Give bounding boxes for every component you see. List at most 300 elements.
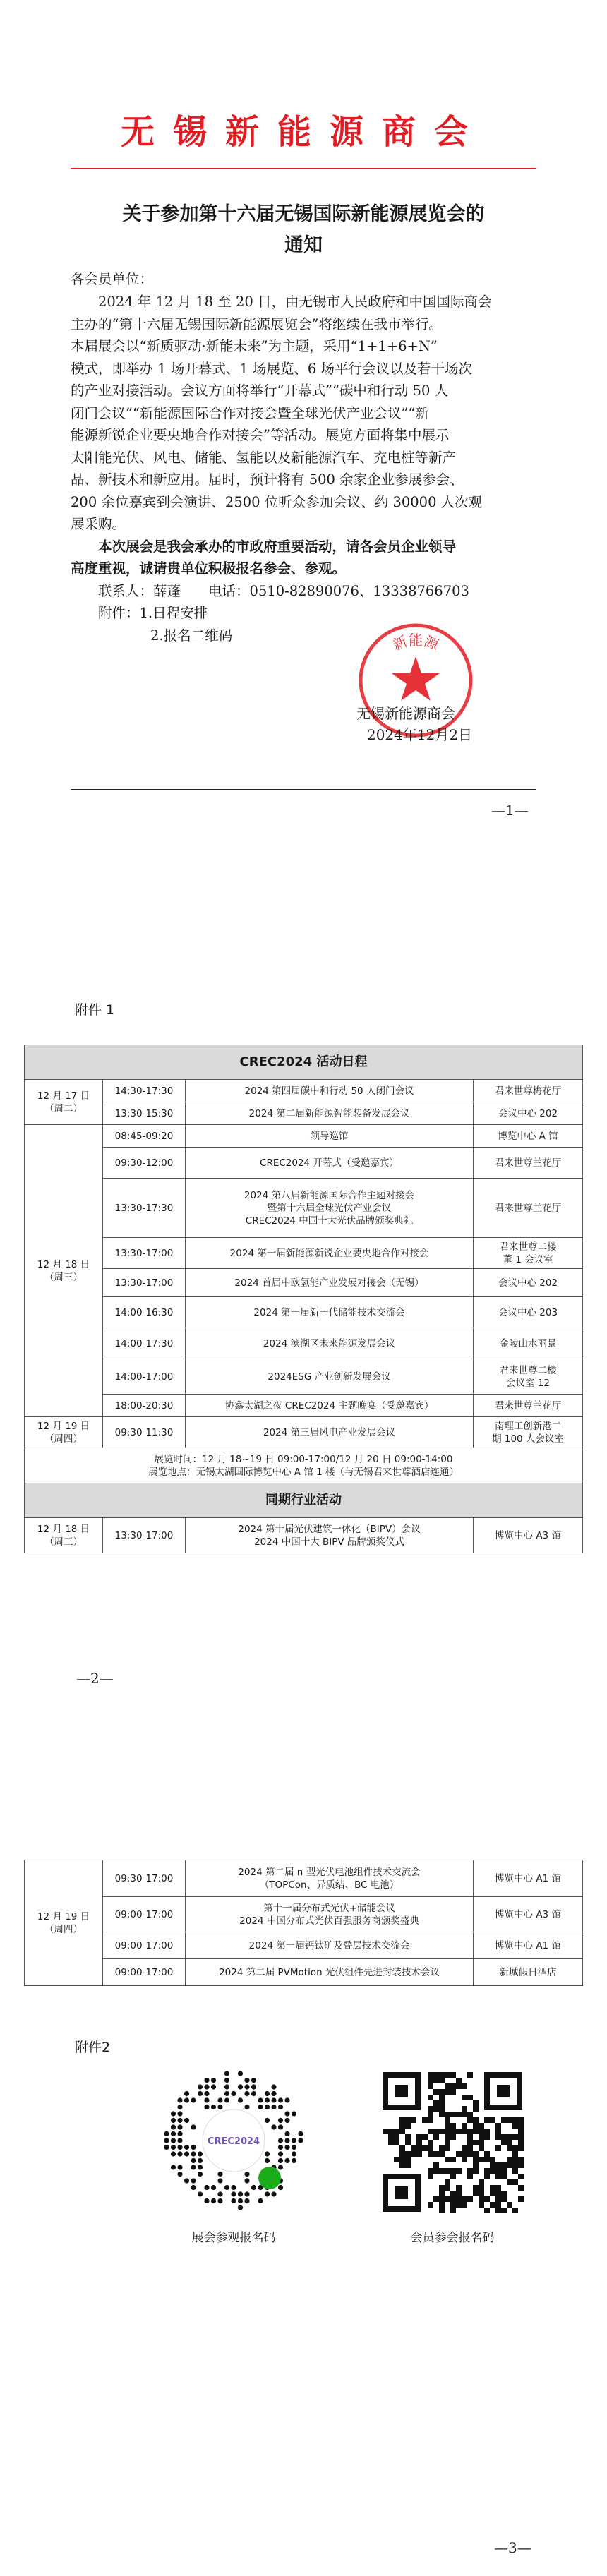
qr-dot [265,2118,270,2123]
body-line: 品、新技术和新应用。届时，预计将有 500 余家企业参展参会、 [71,471,464,488]
qr-module [450,2072,456,2078]
qr-dot [184,2178,189,2183]
qr-module [456,2196,462,2202]
qr-module [473,2123,479,2129]
qr-dot [298,2138,303,2143]
qr-module [462,2196,467,2202]
qr-dot [224,2091,229,2096]
qr-module [479,2185,484,2191]
qr-dot [177,2105,182,2109]
attachment1-label: 附件 1 [75,1002,115,1018]
member-registration-qr [378,2068,527,2216]
qr-module [456,2185,462,2191]
qr-module [428,2129,433,2134]
body-line: 模式，即举办 1 场开幕式、1 场展览、6 场平行会议以及若干场次 [71,360,473,377]
qr-module [399,2162,405,2168]
venue-cell: 博览中心 A3 馆 [474,1518,583,1553]
qr-module [462,2083,467,2089]
qr-module [394,2129,399,2134]
qr-module [518,2157,524,2162]
qr-module [439,2168,445,2174]
qr-dot [251,2091,256,2096]
attachment2-label: 附件2 [75,2040,111,2055]
qr-dot [298,2131,303,2136]
qr-module [479,2134,484,2140]
time-cell: 13:30-17:00 [103,1238,186,1269]
qr-module [456,2078,462,2083]
qr-dot [292,2138,296,2143]
qr-module [490,2185,495,2191]
qr-module [450,2196,456,2202]
page-number-2: —2— [76,1670,114,1687]
qr-dot [177,2124,182,2129]
qr-dot [204,2105,209,2109]
qr-dot [238,2097,243,2102]
qr-module [450,2191,456,2196]
qr-module [490,2168,495,2174]
weekday-text: （周四） [44,1433,83,1445]
qr-dot [204,2091,209,2096]
date-cell [25,1080,103,1125]
qr-dot [292,2111,296,2116]
qr-module [439,2095,445,2100]
qr-module [433,2078,439,2083]
qr-module [450,2112,456,2117]
qr-module [495,2162,501,2168]
venue-cell: 博览中心 A3 馆 [474,1897,583,1932]
qr-module [495,2134,501,2140]
time-cell: 13:30-17:00 [103,1518,186,1553]
qr-module [462,2157,467,2162]
qr-module [428,2106,433,2112]
qr-dot [177,2111,182,2116]
qr-center-text: CREC2024 [207,2136,260,2147]
qr-module [501,2162,507,2168]
time-cell: 09:30-17:00 [103,1860,186,1897]
event-cell: 2024ESG 产业创新发展会议 [186,1359,474,1395]
qr-module [501,2140,507,2145]
qr-dot [278,2118,283,2123]
qr-module [512,2162,518,2168]
qr-module [507,2157,512,2162]
qr-dot [184,2145,189,2150]
qr-dot [204,2078,209,2083]
qr-module [456,2168,462,2174]
qr-module [416,2140,422,2145]
venue-cell: 君来世尊梅花厅 [474,1080,583,1102]
qr-module [428,2095,433,2100]
time-cell: 09:00-17:00 [103,1959,186,1986]
qr-module [467,2129,473,2134]
qr-module [428,2078,433,2083]
exhibition-info [25,1448,583,1483]
qr-dot [217,2198,222,2203]
qr-module [428,2117,433,2123]
qr-module [405,2134,411,2140]
qr-dot [217,2191,222,2196]
qr-module [450,2089,456,2095]
qr-module [495,2174,501,2179]
qr-dot [217,2178,222,2183]
qr-dot [177,2131,182,2136]
venue-cell: 博览中心 A 馆 [474,1125,583,1148]
qr-module [439,2078,445,2083]
qr-module [518,2129,524,2134]
venue-cell: 南理工创新港二 期 100 人会议室 [474,1417,583,1448]
qr-module [445,2196,450,2202]
qr-module [512,2179,518,2185]
qr-dot [284,2158,289,2163]
venue-cell: 会议中心 202 [474,1269,583,1297]
qr-module [484,2134,490,2140]
qr-dot [217,2105,222,2109]
event-cell: 2024 第一届钙钛矿及叠层技术交流会 [186,1932,474,1959]
qr-module [439,2185,445,2191]
notice-title-line1: 关于参加第十六届无锡国际新能源展览会的 [122,203,485,225]
qr-dot [191,2097,196,2102]
qr-module [518,2134,524,2140]
qr-module [439,2202,445,2208]
qr-dot [231,2191,236,2196]
qr-dot [171,2145,176,2150]
qr-module [467,2095,473,2100]
emphasis-line: 高度重视，诚请贵单位积极报名参会、参观。 [71,560,347,577]
venue-cell: 金陵山水丽景 [474,1328,583,1359]
venue-cell: 君来世尊兰花厅 [474,1395,583,1417]
qr-dot [224,2185,229,2190]
notice-date: 2024年12月2日 [367,726,473,743]
qr-dot [244,2084,249,2089]
qr-module [411,2145,416,2151]
qr-dot [278,2097,283,2102]
qr-module [501,2117,507,2123]
venue-cell: 会议中心 202 [474,1102,583,1125]
time-cell: 18:00-20:30 [103,1395,186,1417]
qr-module [495,2191,501,2196]
qr-module [439,2196,445,2202]
qr-dot [204,2185,209,2190]
qr-dot [198,2191,203,2196]
page-number-3: —3— [494,2539,531,2556]
body-line: 能源新锐企业要央地合作对接会”等活动。展览方面将集中展示 [71,427,450,443]
qr-module [450,2083,456,2089]
qr-module [433,2162,439,2168]
weekday-text: （周四） [44,1923,83,1935]
qr-module [512,2157,518,2162]
qr-dot [265,2191,270,2196]
qr-dot [292,2158,296,2163]
qr-module [512,2123,518,2129]
qr-module [450,2168,456,2174]
qr-dot [204,2198,209,2203]
time-cell: 09:00-17:00 [103,1897,186,1932]
qr-dot [265,2151,270,2156]
qr-module [518,2123,524,2129]
qr-dot [198,2165,203,2169]
qr-dot [258,2105,263,2109]
qr-module [507,2179,512,2185]
qr-module [512,2151,518,2157]
qr-module [495,2196,501,2202]
qr-dot [278,2158,283,2163]
qr-module [422,2134,428,2140]
qr-module [518,2145,524,2151]
attachment-line-1: 附件：1.日程安排 [98,605,208,621]
qr-dot [244,2091,249,2096]
qr-dot [244,2078,249,2083]
date-text: 12 月 19 日 [37,1420,90,1432]
qr-module [501,2174,507,2179]
qr-module [484,2174,490,2179]
qr-dot [184,2118,189,2123]
qr-dot [177,2138,182,2143]
time-cell: 14:00-16:30 [103,1297,186,1328]
weekday-text: （周二） [44,1102,83,1114]
qr-dot [177,2151,182,2156]
venue-cell: 会议中心 203 [474,1297,583,1328]
event-cell: 2024 第三届风电产业发展会议 [186,1417,474,1448]
qr-module [501,2208,507,2213]
time-cell: 13:30-17:30 [103,1179,186,1238]
qr-module [501,2196,507,2202]
qr-dot [191,2124,196,2129]
qr-module [507,2134,512,2140]
qr-module [405,2140,411,2145]
qr-module [518,2174,524,2179]
notice-title [71,199,536,261]
qr-module [428,2112,433,2117]
qr-module [495,2208,501,2213]
qr-module [383,2129,388,2134]
qr-module [439,2089,445,2095]
event-cell: 2024 第一届新一代储能技术交流会 [186,1297,474,1328]
qr-module [507,2140,512,2145]
event-cell: 第十一届分布式光伏+储能会议 2024 中国分布式光伏百强服务商颁奖盛典 [186,1897,474,1932]
qr-module [512,2168,518,2174]
member-qr-label: 会员参会报名码 [410,2231,495,2245]
qr-module [501,2134,507,2140]
qr-dot [217,2097,222,2102]
qr-module [479,2129,484,2134]
qr-module [433,2100,439,2106]
qr-module [473,2151,479,2157]
qr-dot [191,2165,196,2169]
qr-dot [191,2178,196,2183]
qr-dot [251,2078,256,2083]
qr-module [479,2191,484,2196]
org-divider [71,168,536,169]
qr-module [416,2134,422,2140]
qr-module [399,2123,405,2129]
qr-module [518,2117,524,2123]
qr-module [473,2185,479,2191]
qr-module [422,2117,428,2123]
notice-body [71,291,536,646]
qr-dot [171,2124,176,2129]
qr-dot [278,2151,283,2156]
exhibition-place: 展览地点：无锡太湖国际博览中心 A 馆 1 楼（与无锡君来世尊酒店连通） [148,1466,459,1478]
qr-module [399,2151,405,2157]
emphasis-line: 本次展会是我会承办的市政府重要活动，请各会员企业领导 [98,538,457,555]
seal-top-text: 新能源 [390,632,441,654]
page-number-1: —1— [491,802,529,819]
event-cell: 2024 滨湖区未来能源发展会议 [186,1328,474,1359]
expo-qr-label: 展会参观报名码 [191,2231,276,2245]
body-line: 2024 年 12 月 18 至 20 日，由无锡市人民政府和中国国际商会 [98,294,492,310]
date-cell [25,1860,103,1986]
body-line: 本届展会以“新质驱动·新能未来”为主题，采用“1+1+6+N” [71,338,438,354]
qr-dot [284,2131,289,2136]
qr-module [479,2123,484,2129]
qr-module [490,2162,495,2168]
qr-module [495,2145,501,2151]
qr-module [512,2117,518,2123]
event-cell: 2024 首届中欧氢能产业发展对接会（无锡） [186,1269,474,1297]
qr-dot [244,2172,249,2177]
qr-dot [231,2185,236,2190]
qr-dot [177,2172,182,2177]
qr-module [507,2202,512,2208]
qr-module [473,2106,479,2112]
qr-module [467,2174,473,2179]
qr-dot [278,2105,283,2109]
qr-module [405,2157,411,2162]
qr-dot [284,2111,289,2116]
qr-module [399,2157,405,2162]
qr-module [507,2145,512,2151]
signature: 无锡新能源商会 [356,705,455,722]
qr-module [507,2117,512,2123]
qr-dot [271,2091,276,2096]
qr-module [473,2191,479,2196]
qr-dot [271,2105,276,2109]
qr-dot [198,2151,203,2156]
date-text: 12 月 17 日 [37,1090,90,1102]
qr-module [456,2129,462,2134]
qr-module [450,2157,456,2162]
qr-module [456,2151,462,2157]
qr-module [388,2129,394,2134]
qr-module [518,2185,524,2191]
qr-module [450,2202,456,2208]
qr-dot [171,2111,176,2116]
qr-dot [278,2145,283,2150]
qr-dot [278,2185,283,2190]
qr-dot [265,2097,270,2102]
qr-module [462,2151,467,2157]
qr-module [445,2089,450,2095]
qr-dot [244,2191,249,2196]
qr-module [428,2168,433,2174]
body-line: 展采购。 [71,516,126,532]
qr-module [433,2106,439,2112]
date-text: 12 月 18 日 [37,1258,90,1270]
qr-dot [251,2185,256,2190]
qr-module [473,2157,479,2162]
qr-module [518,2140,524,2145]
qr-module [484,2129,490,2134]
qr-module [405,2117,411,2123]
qr-module [433,2089,439,2095]
qr-module [495,2202,501,2208]
qr-dot [171,2165,176,2169]
qr-dot [271,2097,276,2102]
page1-divider [71,789,536,790]
qr-dot [238,2071,243,2076]
qr-dot [238,2191,243,2196]
venue-cell: 博览中心 A1 馆 [474,1932,583,1959]
qr-dot [238,2198,243,2203]
qr-module [473,2140,479,2145]
qr-module [439,2100,445,2106]
qr-module [484,2196,490,2202]
qr-module [473,2162,479,2168]
event-cell: 2024 第二届 PVMotion 光伏组件先进封装技术会议 [186,1959,474,1986]
qr-module [484,2117,490,2123]
qr-module [445,2140,450,2145]
time-cell: 13:30-15:30 [103,1102,186,1125]
qr-module [467,2196,473,2202]
qr-module [439,2106,445,2112]
qr-module [473,2168,479,2174]
event-cell: 2024 第十届光伏建筑一体化（BIPV）会议 2024 中国十大 BIPV 品牌颁奖仪式 [186,1518,474,1553]
qr-dot [284,2097,289,2102]
date-cell [25,1125,103,1417]
qr-dot [177,2097,182,2102]
qr-module [490,2191,495,2196]
qr-dot [198,2172,203,2177]
body-line: 的产业对接活动。会议方面将举行“开幕式”“碳中和行动 50 人 [71,383,449,399]
qr-dot [224,2078,229,2083]
notice-title-line2: 通知 [284,234,323,256]
qr-module [433,2151,439,2157]
qr-module [512,2134,518,2140]
qr-dot [284,2118,289,2123]
qr-dot [292,2151,296,2156]
qr-dot [211,2084,216,2089]
qr-dot [258,2097,263,2102]
event-cell: 2024 第四届碳中和行动 50 人闭门会议 [186,1080,474,1102]
date-cell [25,1518,103,1553]
qr-dot [177,2118,182,2123]
event-cell: 2024 第一届新能源新锐企业要央地合作对接会 [186,1238,474,1269]
qr-dot [244,2198,249,2203]
qr-module [450,2129,456,2134]
qr-module [445,2185,450,2191]
qr-module [507,2162,512,2168]
schedule-table [24,1045,583,1553]
qr-module [422,2145,428,2151]
qr-dot [238,2205,243,2210]
qr-module [445,2179,450,2185]
qr-module [439,2129,445,2134]
qr-module [405,2162,411,2168]
qr-module [473,2100,479,2106]
qr-dot [271,2084,276,2089]
qr-module [394,2140,399,2145]
qr-module [433,2168,439,2174]
time-cell: 09:30-12:00 [103,1148,186,1179]
qr-dot [271,2191,276,2196]
qr-dot [177,2145,182,2150]
weekday-text: （周三） [44,1536,83,1548]
event-cell: 2024 第二届新能源智能装备发展会议 [186,1102,474,1125]
qr-module [399,2129,405,2134]
qr-dot [224,2097,229,2102]
body-line: 200 余位嘉宾到会演讲、2500 位听众参加会议、约 30000 人次观 [71,493,483,510]
qr-dot [191,2158,196,2163]
qr-module [456,2191,462,2196]
